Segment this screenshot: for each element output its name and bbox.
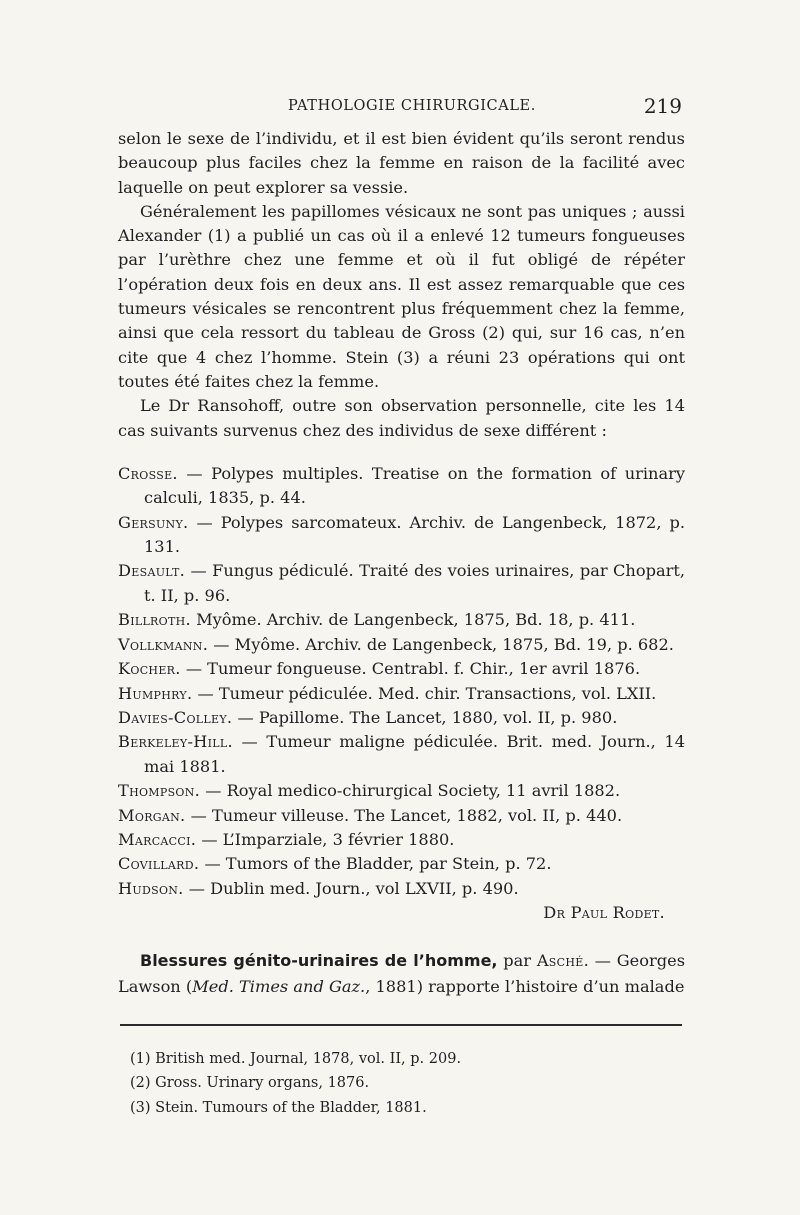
- footnote: (3) Stein. Tumours of the Bladder, 1881.: [130, 1099, 427, 1116]
- reference-item: [118, 559, 685, 608]
- reference-author: Gersuny.: [118, 512, 189, 532]
- reference-text: — Myôme. Archiv. de Langenbeck, 1875, Bd. 19, p. 682.: [208, 634, 674, 654]
- section-by: par: [497, 950, 537, 970]
- reference-item: [118, 657, 685, 681]
- reference-item: [118, 633, 685, 657]
- page-body: [118, 127, 685, 1000]
- reference-text: — L’Imparziale, 3 février 1880.: [196, 829, 455, 849]
- page-header: [118, 94, 682, 122]
- running-title: PATHOLOGIE CHIRURGICALE.: [288, 98, 536, 114]
- reference-author: Kocher.: [118, 659, 181, 679]
- reference-author: Crosse.: [118, 463, 178, 483]
- reference-text: — Royal medico-chirurgical Society, 11 avril 1882.: [200, 781, 621, 801]
- reference-list: [118, 462, 685, 901]
- footnote: (2) Gross. Urinary organs, 1876.: [130, 1075, 370, 1092]
- section-intro: [118, 948, 685, 1000]
- reference-item: [118, 730, 685, 779]
- reference-item: [118, 852, 685, 876]
- reference-author: Billroth.: [118, 610, 191, 630]
- reference-author: Morgan.: [118, 805, 186, 825]
- reference-text: — Tumeur fongueuse. Centrabl. f. Chir., 1er avril 1876.: [180, 659, 641, 679]
- reference-author: Hudson.: [118, 878, 184, 898]
- reference-author: Covillard.: [118, 854, 200, 874]
- reference-text: — Polypes multiples. Treatise on the formation of urinary calculi, 1835, p. 44.: [144, 463, 685, 508]
- reference-text: — Tumeur villeuse. The Lancet, 1882, vol. II, p. 440.: [185, 805, 623, 825]
- reference-text: — Polypes sarcomateux. Archiv. de Langenbeck, 1872, p. 131.: [144, 512, 685, 557]
- footnote: (1) British med. Journal, 1878, vol. II, p. 209.: [130, 1051, 462, 1067]
- reference-text: — Tumeur maligne pédiculée. Brit. med. Journ., 14 mai 1881.: [144, 732, 685, 776]
- paragraph: selon le sexe de l’individu, et il est bien évident qu’ils seront rendus beaucoup plus faciles chez la femme en raison de la facilité avec laquelle on peut explorer sa vessie.: [118, 129, 685, 197]
- reference-author: Davies-Colley.: [118, 707, 233, 727]
- reference-item: [118, 608, 685, 632]
- reference-item: [118, 828, 685, 852]
- reference-item: [118, 877, 685, 901]
- footnote-divider: [120, 1024, 682, 1026]
- section-text: , 1881) rapporte l’histoire d’un malade: [365, 976, 685, 996]
- reference-author: Humphry.: [118, 683, 193, 703]
- reference-item: [118, 511, 685, 560]
- reference-text: — Tumeur pédiculée. Med. chir. Transactions, vol. LXII.: [192, 683, 657, 703]
- reference-text: Myôme. Archiv. de Langenbeck, 1875, Bd. 18, p. 411.: [190, 610, 636, 630]
- reference-text: — Papillome. The Lancet, 1880, vol. II, p. 980.: [232, 707, 618, 727]
- paragraph: Le Dr Ransohoff, outre son observation personnelle, cite les 14 cas suivants survenus chez des individus de sexe différent :: [118, 396, 685, 440]
- reference-item: [118, 804, 685, 828]
- section-title: Blessures génito-urinaires de l’homme,: [140, 950, 498, 970]
- reference-item: [118, 706, 685, 730]
- reference-author: Desault.: [118, 561, 186, 581]
- reference-text: — Fungus pédiculé. Traité des voies urinaires, par Chopart, t. II, p. 96.: [144, 561, 685, 605]
- section-text: — Georges Lawson (: [118, 950, 685, 996]
- reference-item: [118, 462, 685, 511]
- reference-author: Berkeley-Hill.: [118, 732, 233, 752]
- reference-author: Vollkmann.: [118, 634, 209, 654]
- reference-text: — Tumors of the Bladder, par Stein, p. 72.: [199, 854, 552, 874]
- reference-item: [118, 682, 685, 706]
- reference-text: — Dublin med. Journ., vol LXVII, p. 490.: [183, 878, 519, 898]
- reference-author: Marcacci.: [118, 829, 197, 849]
- section-author: Asché.: [536, 950, 590, 970]
- reference-author: Thompson.: [118, 781, 201, 801]
- section-journal: Med. Times and Gaz.: [192, 976, 366, 996]
- signature: Dr Paul Rodet.: [543, 903, 665, 923]
- page-number: 219: [643, 94, 682, 118]
- paragraph: Généralement les papillomes vésicaux ne sont pas uniques ; aussi Alexander (1) a publié un cas où il a enlevé 12 tumeurs fongueuses par l’urèthre chez une femme et où il fut obligé de répéter l’opération deux fois en deux ans. Il est assez remarquable que ces tumeurs vésicales se rencontrent plus fréquemment chez la femme, ainsi que cela ressort du tableau de Gross (2) qui, sur 16 cas, n’en cite que 4 chez l’homme. Stein (3) a réuni 23 opérations qui ont toutes été faites chez la femme.: [118, 201, 685, 391]
- reference-item: [118, 779, 685, 803]
- footnotes: [130, 1047, 680, 1120]
